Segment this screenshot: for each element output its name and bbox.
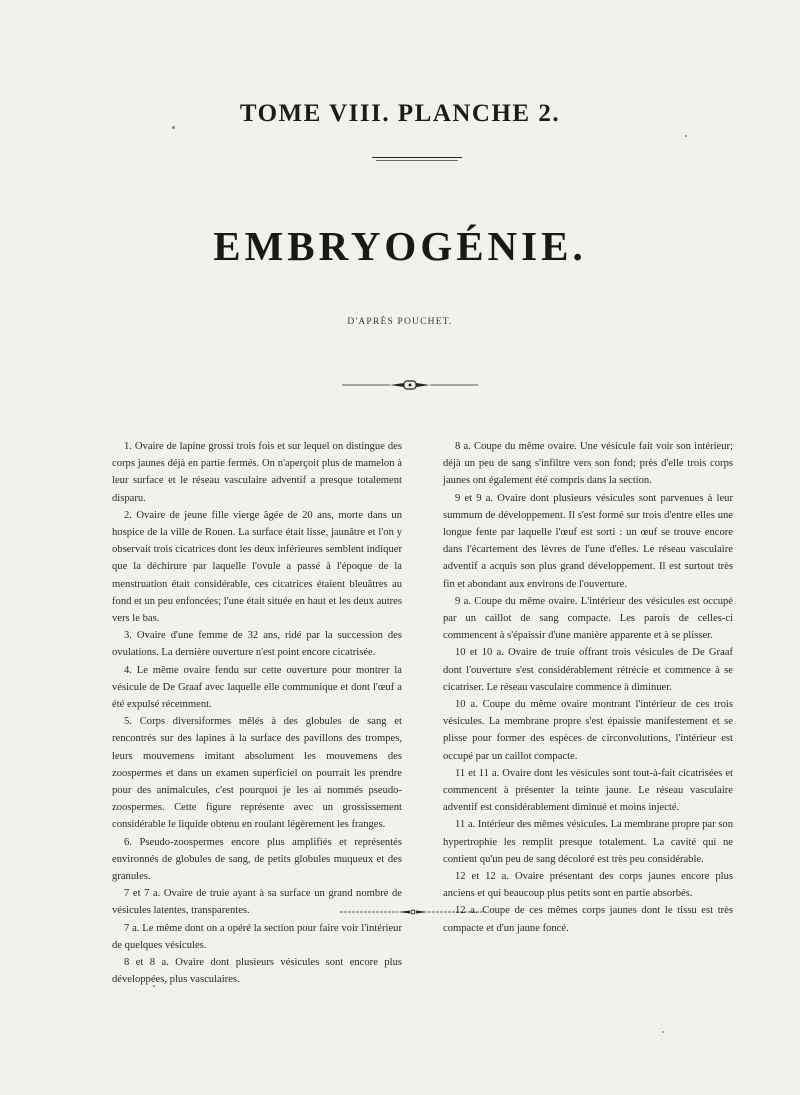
source-attribution: D'APRÈS POUCHET.: [347, 317, 453, 327]
legend-item: 10 et 10 a. Ovaire de truie offrant trois vésicules de De Graaf dont l'ouverture s'est considérablement rétrécie et commence à se cicatriser. Le réseau vasculaire commence à diminuer.: [443, 647, 733, 693]
legend-item: 9 a. Coupe du même ovaire. L'intérieur des vésicules est occupé par un caillot de sang compacte. Les parois de celles-ci commencent à s'épaissir d'une manière apparente et à se plisser.: [443, 595, 733, 642]
paper-speck: [172, 126, 175, 129]
paper-speck: [153, 985, 155, 987]
tome-heading: TOME VIII. PLANCHE 2.: [239, 100, 561, 127]
ornament-divider-top: [340, 378, 480, 392]
legend-item: 11 a. Intérieur des mêmes vésicules. La membrane propre par son hypertrophie les remplit presque totalement. La cavité qui ne contient qu'un peu de sang décoloré est très peu considérable.: [443, 819, 733, 865]
paper-speck: [685, 135, 687, 137]
legend-item: 12 et 12 a. Ovaire présentant des corps jaunes encore plus anciens et qui beaucoup plus petits sont en partie absorbés.: [443, 871, 733, 900]
legend-item: 7 et 7 a. Ovaire de truie ayant à sa surface un grand nombre de vésicules latentes, transparentes.: [112, 888, 402, 917]
legend-item: 8 et 8 a. Ovaire dont plusieurs vésicules sont encore plus développées, plus vasculaires.: [112, 957, 402, 986]
legend-item: 12 a. Coupe de ces mêmes corps jaunes dont le tissu est très compacte et d'un jaune foncé.: [443, 905, 733, 934]
paper-speck: [662, 1031, 664, 1033]
heading-rule: [372, 157, 462, 158]
legend-item: 2. Ovaire de jeune fille vierge âgée de 20 ans, morte dans un hospice de la ville de Rouen. La surface était lisse, jaunâtre et l'on y observait trois cicatrices dont les deux inférieures semblent indiquer que la déchirure par laquelle l'ovule a passé à l'époque de la menstruation était considérable, ces cicatrices étaient bleuâtres au fond et un peu enfoncées; l'une était située en haut et les deux autres vers le bas.: [112, 509, 402, 625]
legend-item: 8 a. Coupe du même ovaire. Une vésicule fait voir son intérieur; déjà un peu de sang s'infiltre vers son fond; près d'elle trois corps jaunes ont également été compris dans la section.: [443, 441, 733, 487]
legend-item: 6. Pseudo-zoospermes encore plus amplifiés et représentés environnés de globules de sang, de petits globules muqueux et des granules.: [112, 836, 402, 883]
legend-item: 4. Le même ovaire fendu sur cette ouverture pour montrer la vésicule de De Graaf avec laquelle elle communique et dont l'œuf a été expulsé récemment.: [112, 664, 402, 711]
legend-item: 9 et 9 a. Ovaire dont plusieurs vésicules sont parvenues à leur summum de développement. Il s'est formé sur trois d'entre elles une longue fente par laquelle l'œuf est sorti : un œuf se trouve encore dans l'écartement des lèvres de l'une d'elles. Le réseau vasculaire adventif a acquis son plus grand développement. Il est surtout très fin et abondant aux environs de l'ouverture.: [443, 492, 733, 590]
legend-item: 1. Ovaire de lapine grossi trois fois et sur lequel on distingue des corps jaunes déjà en partie fermés. On n'aperçoit plus de mamelon à leur surface et le réseau vasculaire adventif a presque totalement disparu.: [112, 441, 402, 504]
ornament-divider-bottom: [338, 905, 488, 919]
legend-item: 10 a. Coupe du même ovaire montrant l'intérieur de ces trois vésicules. La membrane propre s'est épaissie manifestement et se plisse pour former des espèces de circonvolutions, l'intérieur est occupé par un caillot compacte.: [443, 699, 733, 762]
legend-item: 3. Ovaire d'une femme de 32 ans, ridé par la succession des ovulations. La dernière ouverture n'est point encore cicatrisée.: [112, 630, 402, 659]
legend-item: 7 a. Le même dont on a opéré la section pour faire voir l'intérieur de quelques vésicules.: [112, 922, 402, 951]
legend-item: 5. Corps diversiformes mêlés à des globules de sang et rencontrés sur des lapines à la surface des pavillons des trompes, leurs mouvemens imitant absolument les mouvemens des zoospermes et dans un examen superficiel on pourrait les prendre pour des animalcules, c'est pourquoi je les ai nommés pseudo-zoospermes. Cette figure représente avec un grossissement considérable le liquide obtenu en roulant légèrement les franges.: [112, 716, 402, 831]
legend-item: 11 et 11 a. Ovaire dont les vésicules sont tout-à-fait cicatrisées et commencent à présenter la teinte jaune. Le réseau vasculaire adventif est considérablement diminué et moins injecté.: [443, 767, 733, 814]
legend-column-right: [443, 438, 733, 937]
page-title: EMBRYOGÉNIE.: [213, 223, 587, 269]
